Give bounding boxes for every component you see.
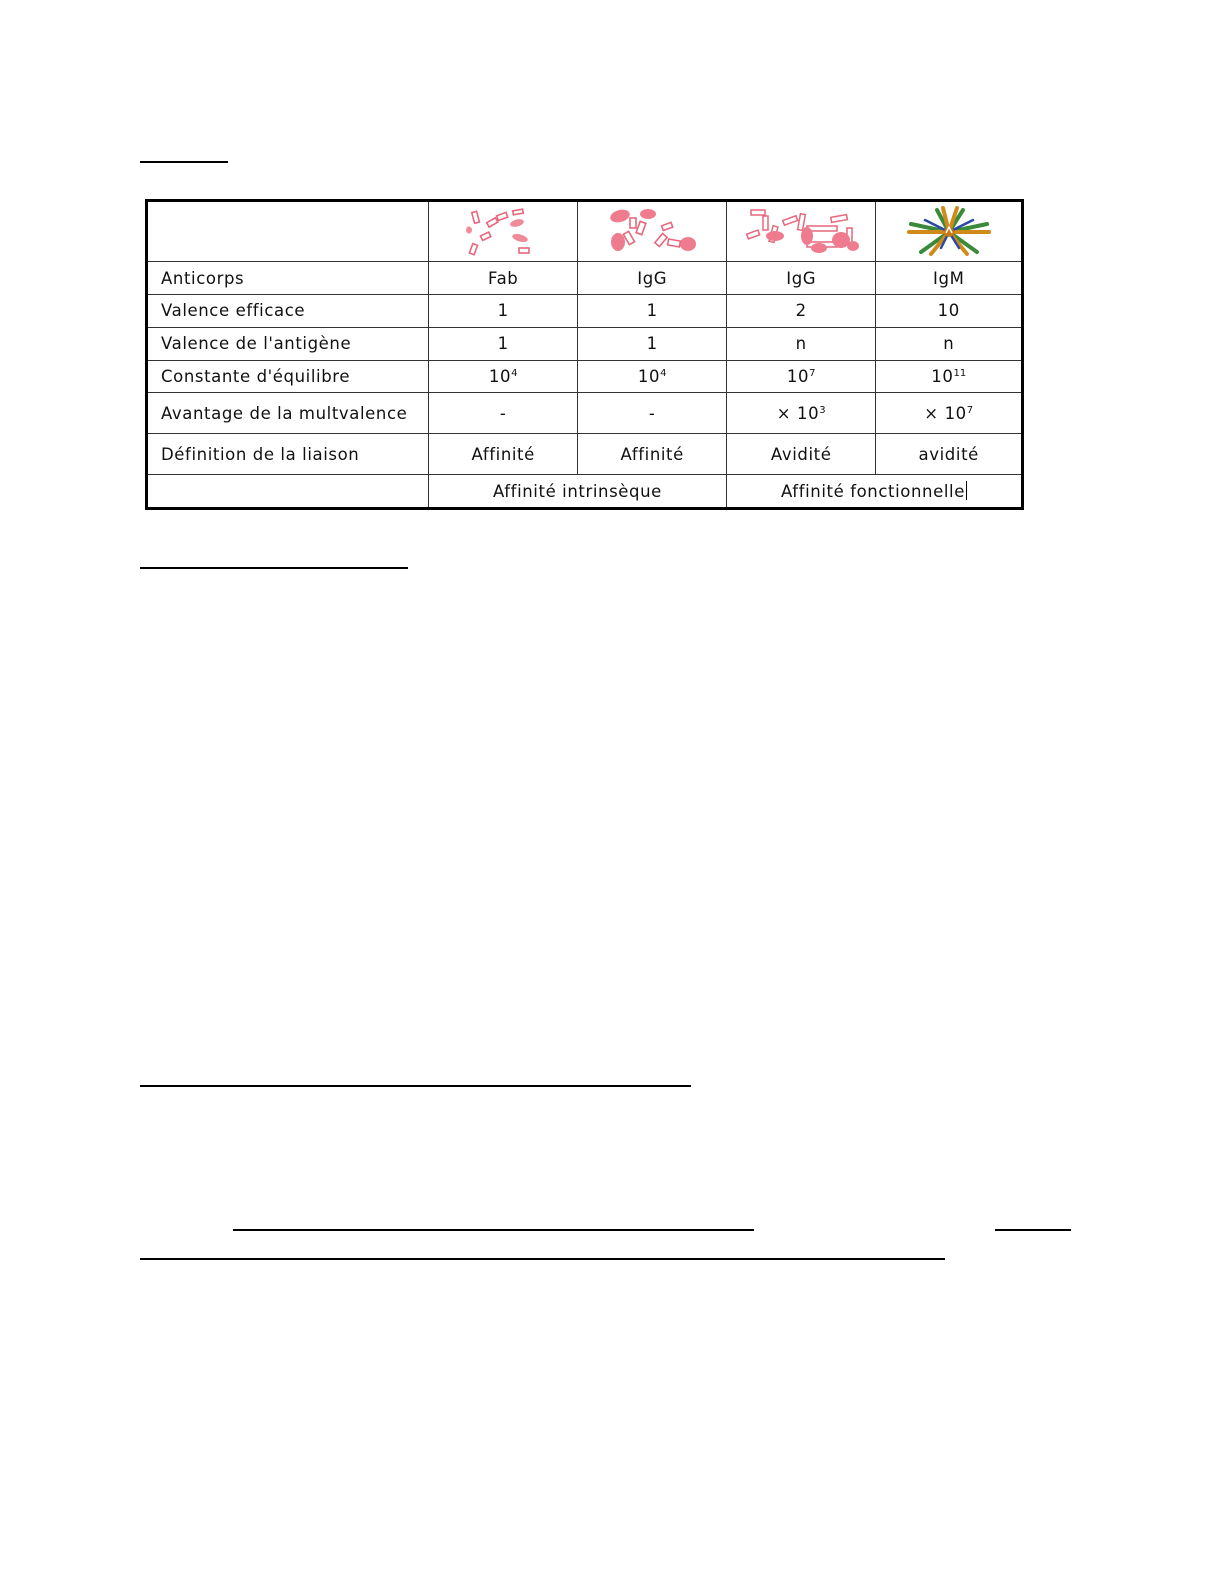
igg-bivalent-image-cell xyxy=(726,201,876,262)
fab-image-cell xyxy=(428,201,578,262)
table-cell: Affinité xyxy=(428,434,578,475)
power-exponent: 4 xyxy=(511,367,518,379)
text-underline-4 xyxy=(140,1258,945,1260)
intrinsic-affinity-label: Affinité intrinsèque xyxy=(492,481,662,501)
table-cell: Avidité xyxy=(726,434,876,475)
table-cell xyxy=(726,393,876,434)
intrinsic-affinity-cell xyxy=(428,475,726,509)
power-exponent: 11 xyxy=(953,367,967,379)
table-cell: 1 xyxy=(428,295,578,328)
table-cell: 2 xyxy=(726,295,876,328)
table-footer-row xyxy=(147,475,1023,509)
igm-pentamer-icon xyxy=(901,206,997,258)
power-base: 10 xyxy=(488,366,512,386)
igm-image-cell xyxy=(876,201,1023,262)
table-cell: n xyxy=(726,327,876,360)
table-cell: - xyxy=(428,393,578,434)
molecule-image-row xyxy=(147,201,1023,262)
table-cell: Fab xyxy=(428,262,578,295)
table-cell: n xyxy=(876,327,1023,360)
row-label: Anticorps xyxy=(147,262,429,295)
power-exponent: 4 xyxy=(660,367,667,379)
table-cell: 1 xyxy=(428,327,578,360)
table-row xyxy=(147,434,1023,475)
table-cell xyxy=(876,360,1023,393)
antibody-valence-table xyxy=(145,199,1024,510)
functional-affinity-label: Affinité fonctionnelle xyxy=(780,482,965,502)
igg-bivalent-icon xyxy=(741,206,861,258)
row-label: Valence de l'antigène xyxy=(147,327,429,360)
corner-cell xyxy=(147,201,429,262)
igg-monovalent-icon xyxy=(604,206,700,258)
table-cell: 10 xyxy=(876,295,1023,328)
table-cell: - xyxy=(578,393,727,434)
power-base: 10 xyxy=(931,366,954,386)
table-cell xyxy=(578,360,727,393)
power-base: 10 xyxy=(786,366,810,386)
table-cell: Affinité xyxy=(578,434,727,475)
table-cell xyxy=(428,360,578,393)
empty-cell xyxy=(147,475,429,509)
section-underline-1 xyxy=(140,567,408,569)
table-row xyxy=(147,295,1023,328)
table-cell: IgG xyxy=(578,262,727,295)
functional-affinity-cell xyxy=(726,475,1022,509)
text-cursor xyxy=(966,481,967,500)
row-label: Définition de la liaison xyxy=(147,434,429,475)
power-exponent: 7 xyxy=(809,367,816,379)
table-cell: avidité xyxy=(876,434,1023,475)
row-label: Constante d'équilibre xyxy=(147,360,429,393)
power-base: × 10 xyxy=(776,403,820,423)
power-exponent: 7 xyxy=(966,404,974,416)
power-base: 10 xyxy=(637,366,661,386)
text-underline-3b xyxy=(995,1229,1071,1231)
table-row xyxy=(147,360,1023,393)
row-label: Avantage de la multvalence xyxy=(147,393,429,434)
power-base: × 10 xyxy=(924,403,967,423)
table-cell xyxy=(726,360,876,393)
table-cell: IgG xyxy=(726,262,876,295)
section-underline-2 xyxy=(140,1085,691,1087)
heading-underline xyxy=(140,161,228,163)
table-cell xyxy=(876,393,1023,434)
row-label: Valence efficace xyxy=(147,295,429,328)
fab-fragments-icon xyxy=(463,206,543,258)
table-row xyxy=(147,393,1023,434)
table-cell: 1 xyxy=(578,295,727,328)
table-cell: IgM xyxy=(876,262,1023,295)
table-cell: 1 xyxy=(578,327,727,360)
table-row xyxy=(147,327,1023,360)
text-underline-3a xyxy=(233,1229,754,1231)
table-row xyxy=(147,262,1023,295)
power-exponent: 3 xyxy=(819,404,826,416)
igg-monovalent-image-cell xyxy=(578,201,727,262)
